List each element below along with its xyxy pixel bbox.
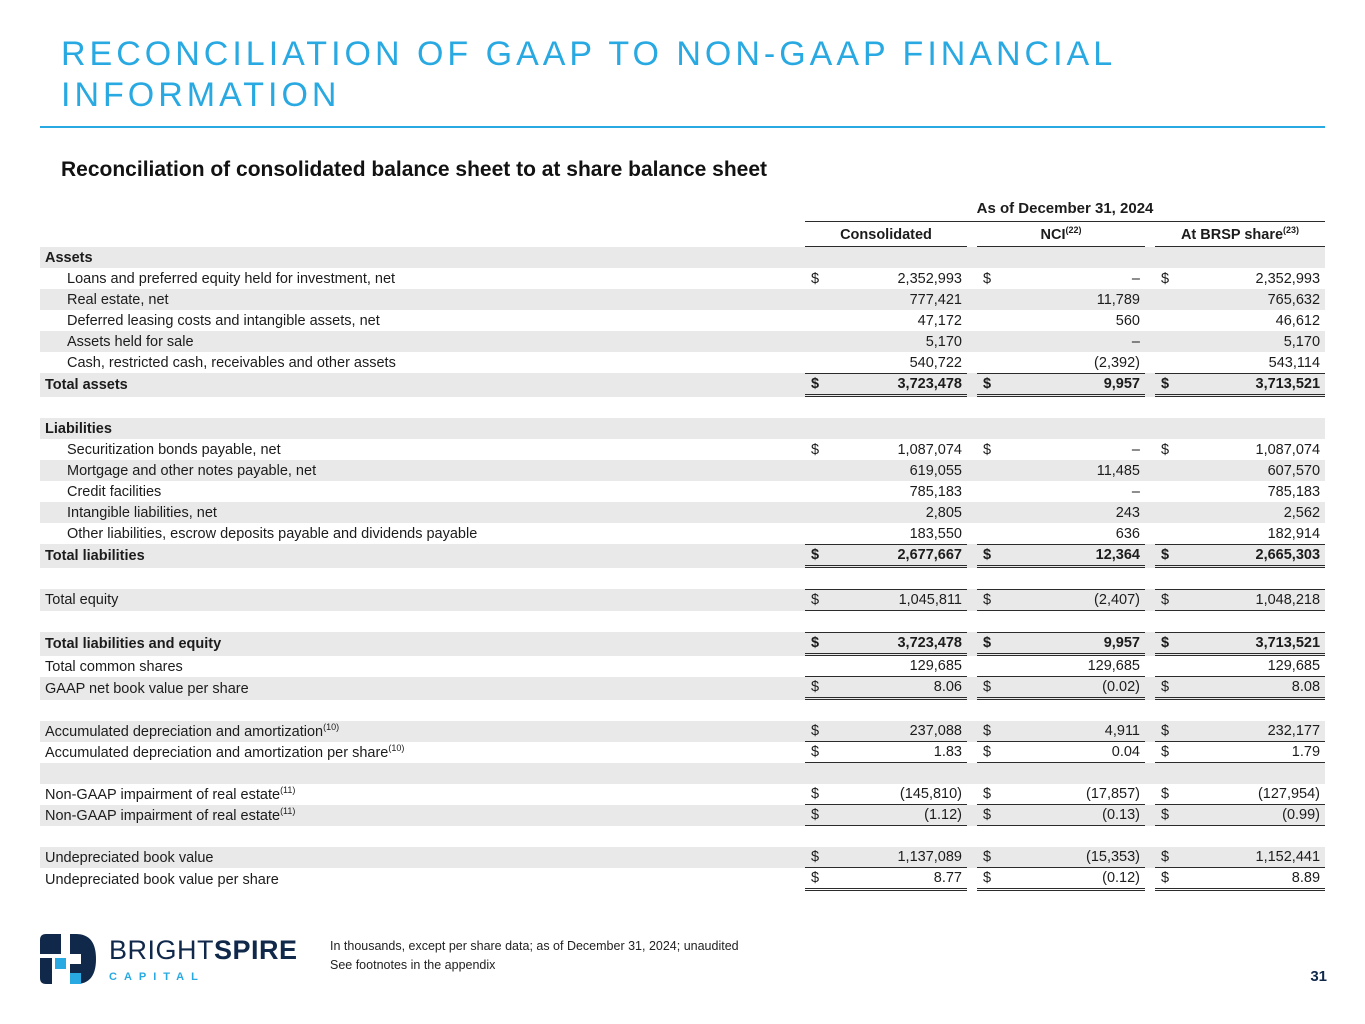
row-label: Deferred leasing costs and intangible assets, net: [67, 312, 380, 329]
currency-symbol: $: [811, 441, 820, 458]
row-label: Total assets: [45, 377, 128, 393]
value-cell: [795, 784, 967, 805]
value-cell: [967, 868, 1145, 891]
row-label: Securitization bonds payable, net: [67, 441, 281, 458]
value-cell: [1145, 289, 1325, 310]
value: 2,665,303: [1255, 547, 1321, 563]
value: 47,172: [917, 312, 962, 329]
table-row: [40, 523, 1325, 544]
value: 5,170: [925, 333, 962, 350]
value: 1,048,218: [1255, 592, 1321, 608]
currency-symbol: $: [983, 547, 992, 563]
currency-symbol: $: [1161, 376, 1170, 392]
currency-symbol: $: [983, 744, 992, 760]
row-label: Undepreciated book value: [45, 849, 214, 866]
value-cell: [1145, 481, 1325, 502]
value-cell: [795, 373, 967, 397]
value-cell: [1145, 268, 1325, 289]
value-cell: [1145, 544, 1325, 568]
row-label: Assets held for sale: [67, 333, 194, 350]
balance-table-body: [40, 247, 1325, 891]
value: (0.99): [1282, 807, 1321, 823]
value: 636: [1115, 525, 1140, 542]
value-cell: [1145, 721, 1325, 742]
value: 1,152,441: [1255, 849, 1321, 865]
currency-symbol: $: [811, 807, 820, 823]
value: 8.77: [933, 870, 962, 886]
row-label: Total common shares: [45, 658, 183, 675]
page-title: RECONCILIATION OF GAAP TO NON-GAAP FINANCIAL INFORMATION: [61, 35, 1115, 115]
value-cell: [1145, 310, 1325, 331]
value: 232,177: [1267, 723, 1321, 739]
row-label: Total liabilities: [45, 548, 145, 564]
currency-symbol: $: [983, 786, 992, 802]
currency-symbol: $: [1161, 635, 1170, 651]
value: 11,789: [1096, 291, 1140, 308]
value: –: [1131, 333, 1140, 350]
slide-subtitle: Reconciliation of consolidated balance sheet to at share balance sheet: [61, 158, 768, 181]
table-row: [40, 632, 1325, 656]
currency-symbol: $: [811, 376, 820, 392]
section-row: [40, 247, 1325, 268]
value: 785,183: [1267, 483, 1321, 500]
value: 3,723,478: [897, 635, 962, 651]
spacer-row: [40, 611, 1325, 632]
table-row: [40, 481, 1325, 502]
value: –: [1131, 441, 1140, 458]
value-cell: [1145, 502, 1325, 523]
value-cell: [967, 268, 1145, 289]
value-cell: [967, 481, 1145, 502]
currency-symbol: $: [811, 679, 820, 695]
value-cell: [967, 677, 1145, 700]
row-label: Accumulated depreciation and amortization per share$^{(10)}$: [45, 742, 405, 761]
currency-symbol: $: [811, 547, 820, 563]
value-cell: [1145, 632, 1325, 656]
row-label: Non-GAAP impairment of real estate$^{(11)}$: [45, 805, 296, 824]
value-cell: [795, 523, 967, 544]
value-cell: [967, 460, 1145, 481]
value: (17,857): [1085, 786, 1140, 802]
value: –: [1131, 483, 1140, 500]
value: 2,805: [925, 504, 962, 521]
value: (0.13): [1102, 807, 1140, 823]
footnote-line-2: See footnotes in the appendix: [330, 957, 496, 972]
currency-symbol: $: [983, 376, 992, 392]
value-cell: [1145, 589, 1325, 611]
value: (0.02): [1102, 679, 1140, 695]
value-cell: [1145, 847, 1325, 868]
value-cell: [1145, 868, 1325, 891]
value: 2,677,667: [897, 547, 962, 563]
value-cell: [1145, 331, 1325, 352]
value: (2,407): [1094, 592, 1140, 608]
value-cell: [795, 289, 967, 310]
value: 1,087,074: [1255, 441, 1321, 458]
value: 1.83: [933, 744, 962, 760]
spacer-row: [40, 763, 1325, 784]
footnote-line-1: In thousands, except per share data; as of December 31, 2024; unaudited: [330, 939, 739, 953]
currency-symbol: $: [983, 592, 992, 608]
title-divider: [40, 126, 1325, 128]
currency-symbol: $: [1161, 849, 1170, 865]
section-row: [40, 418, 1325, 439]
value-cell: [967, 439, 1145, 460]
row-label: Credit facilities: [67, 483, 162, 500]
value: 1,087,074: [897, 441, 962, 458]
value: –: [1131, 270, 1140, 287]
currency-symbol: $: [1161, 786, 1170, 802]
row-label: Accumulated depreciation and amortization$^{(10)}$: [45, 721, 340, 740]
row-label: Non-GAAP impairment of real estate$^{(11)}$: [45, 784, 296, 803]
value: 1.79: [1291, 744, 1321, 760]
currency-symbol: $: [1161, 270, 1170, 287]
value-cell: [795, 310, 967, 331]
currency-symbol: $: [1161, 870, 1170, 886]
value-cell: [1145, 805, 1325, 826]
row-label: Undepreciated book value per share: [45, 871, 279, 888]
value-cell: [1145, 352, 1325, 373]
value-cell: [967, 502, 1145, 523]
value-cell: [967, 544, 1145, 568]
currency-symbol: $: [1161, 679, 1170, 695]
value: 5,170: [1283, 333, 1321, 350]
value: 2,562: [1283, 504, 1321, 521]
currency-symbol: $: [1161, 547, 1170, 563]
table-row: [40, 460, 1325, 481]
currency-symbol: $: [983, 807, 992, 823]
balance-table: [40, 200, 1325, 891]
table-row: [40, 589, 1325, 611]
value: 129,685: [1267, 658, 1321, 674]
currency-symbol: $: [983, 723, 992, 739]
value: 765,632: [1267, 291, 1321, 308]
currency-symbol: $: [811, 723, 820, 739]
value-cell: [795, 439, 967, 460]
section-label: Liabilities: [45, 420, 112, 437]
table-row: [40, 310, 1325, 331]
column-header-consolidated: Consolidated: [805, 222, 967, 247]
currency-symbol: $: [811, 592, 820, 608]
brightspire-logo: [40, 934, 298, 984]
table-header: [40, 200, 1325, 247]
value: (127,954): [1257, 786, 1321, 802]
value: 543,114: [1268, 354, 1321, 371]
value-cell: [795, 656, 967, 677]
footnote: [330, 937, 739, 975]
as-of-date-header: As of December 31, 2024: [805, 200, 1325, 222]
value: 777,421: [909, 291, 962, 308]
value-cell: [1145, 656, 1325, 677]
value-cell: [967, 310, 1145, 331]
value-cell: [967, 373, 1145, 397]
value-cell: [795, 460, 967, 481]
value: 2,352,993: [1255, 270, 1321, 287]
currency-symbol: $: [1161, 441, 1170, 458]
column-header-nci: NCI$^{(22)}$: [977, 222, 1145, 247]
value: 607,570: [1267, 462, 1321, 479]
value-cell: [1145, 460, 1325, 481]
table-row: [40, 805, 1325, 826]
currency-symbol: $: [983, 270, 992, 287]
balance-sheet-table-wrapper: [40, 200, 1325, 891]
row-label: Other liabilities, escrow deposits payable and dividends payable: [67, 525, 478, 542]
table-row: [40, 439, 1325, 460]
value: (15,353): [1085, 849, 1140, 865]
table-row: [40, 677, 1325, 700]
table-row: [40, 847, 1325, 868]
section-label: Assets: [45, 249, 93, 266]
value-cell: [967, 847, 1145, 868]
table-row: [40, 721, 1325, 742]
value: 11,485: [1096, 462, 1140, 479]
value-cell: [795, 677, 967, 700]
currency-symbol: $: [1161, 807, 1170, 823]
currency-symbol: $: [811, 635, 820, 651]
value: 3,713,521: [1255, 376, 1321, 392]
currency-symbol: $: [811, 270, 820, 287]
table-row: [40, 289, 1325, 310]
column-header-at-brsp-share: At BRSP share$^{(23)}$: [1155, 222, 1325, 247]
value: (2,392): [1094, 354, 1140, 371]
spacer-row: [40, 568, 1325, 589]
brightspire-logo-mark: [40, 934, 96, 984]
value-cell: [967, 289, 1145, 310]
value: 8.89: [1291, 870, 1321, 886]
value-cell: [967, 656, 1145, 677]
currency-symbol: $: [1161, 723, 1170, 739]
currency-symbol: $: [983, 849, 992, 865]
value: 1,137,089: [897, 849, 962, 865]
value: 4,911: [1104, 723, 1140, 739]
value-cell: [967, 784, 1145, 805]
value-cell: [967, 331, 1145, 352]
currency-symbol: $: [983, 441, 992, 458]
logo-word-spire: SPIRE: [214, 935, 298, 965]
row-label: GAAP net book value per share: [45, 680, 249, 697]
value-cell: [795, 268, 967, 289]
row-label: Mortgage and other notes payable, net: [67, 462, 317, 479]
spacer-row: [40, 826, 1325, 847]
value: 3,713,521: [1255, 635, 1321, 651]
value: 2,352,993: [897, 270, 962, 287]
value: 129,685: [909, 658, 962, 674]
currency-symbol: $: [983, 870, 992, 886]
value-cell: [795, 847, 967, 868]
value: 12,364: [1095, 547, 1140, 563]
logo-word-bright: BRIGHT: [109, 935, 215, 965]
value-cell: [967, 589, 1145, 611]
value-cell: [795, 632, 967, 656]
value: 8.06: [933, 679, 962, 695]
value: 129,685: [1087, 658, 1140, 674]
currency-symbol: $: [1161, 592, 1170, 608]
value-cell: [967, 352, 1145, 373]
value-cell: [1145, 373, 1325, 397]
row-label: Intangible liabilities, net: [67, 504, 217, 521]
table-row: [40, 784, 1325, 805]
table-row: [40, 544, 1325, 568]
value: 560: [1115, 312, 1140, 329]
value: 46,612: [1275, 312, 1321, 329]
row-label: Total equity: [45, 592, 119, 608]
value-cell: [795, 544, 967, 568]
value-cell: [795, 589, 967, 611]
value-cell: [795, 721, 967, 742]
value-cell: [795, 742, 967, 763]
currency-symbol: $: [811, 849, 820, 865]
table-row: [40, 373, 1325, 397]
value: 8.08: [1291, 679, 1321, 695]
value: 9,957: [1103, 635, 1140, 651]
currency-symbol: $: [983, 635, 992, 651]
value-cell: [967, 742, 1145, 763]
value: 619,055: [909, 462, 962, 479]
brightspire-logo-text: [109, 935, 298, 983]
currency-symbol: $: [811, 870, 820, 886]
value-cell: [967, 721, 1145, 742]
value-cell: [967, 523, 1145, 544]
currency-symbol: $: [1161, 744, 1170, 760]
value: 0.04: [1111, 744, 1140, 760]
table-row: [40, 331, 1325, 352]
value-cell: [795, 502, 967, 523]
value: 1,045,811: [898, 592, 962, 608]
row-label: Real estate, net: [67, 291, 169, 308]
value: 243: [1115, 504, 1140, 521]
value-cell: [1145, 677, 1325, 700]
value-cell: [795, 331, 967, 352]
value: 237,088: [909, 723, 962, 739]
currency-symbol: $: [811, 786, 820, 802]
value: (1.12): [924, 807, 962, 823]
value: 785,183: [909, 483, 962, 500]
value-cell: [1145, 742, 1325, 763]
table-row: [40, 352, 1325, 373]
value: 182,914: [1267, 525, 1321, 542]
table-row: [40, 656, 1325, 677]
currency-symbol: $: [983, 679, 992, 695]
value-cell: [795, 805, 967, 826]
row-label: Loans and preferred equity held for investment, net: [67, 270, 396, 287]
value-cell: [795, 481, 967, 502]
value: 183,550: [909, 525, 962, 542]
value-cell: [967, 805, 1145, 826]
table-row: [40, 868, 1325, 891]
value-cell: [1145, 439, 1325, 460]
value: 540,722: [909, 354, 962, 371]
value-cell: [795, 868, 967, 891]
row-label: Total liabilities and equity: [45, 636, 222, 652]
page-number: 31: [1310, 968, 1327, 985]
value-cell: [1145, 523, 1325, 544]
value: 3,723,478: [897, 376, 962, 392]
currency-symbol: $: [811, 744, 820, 760]
logo-word-capital: CAPITAL: [109, 971, 205, 983]
table-row: [40, 268, 1325, 289]
spacer-row: [40, 397, 1325, 418]
table-row: [40, 742, 1325, 763]
value: (145,810): [899, 786, 962, 802]
row-label: Cash, restricted cash, receivables and other assets: [67, 354, 396, 371]
value-cell: [1145, 784, 1325, 805]
value-cell: [795, 352, 967, 373]
value: 9,957: [1103, 376, 1140, 392]
value: (0.12): [1102, 870, 1140, 886]
spacer-row: [40, 700, 1325, 721]
value-cell: [967, 632, 1145, 656]
table-row: [40, 502, 1325, 523]
